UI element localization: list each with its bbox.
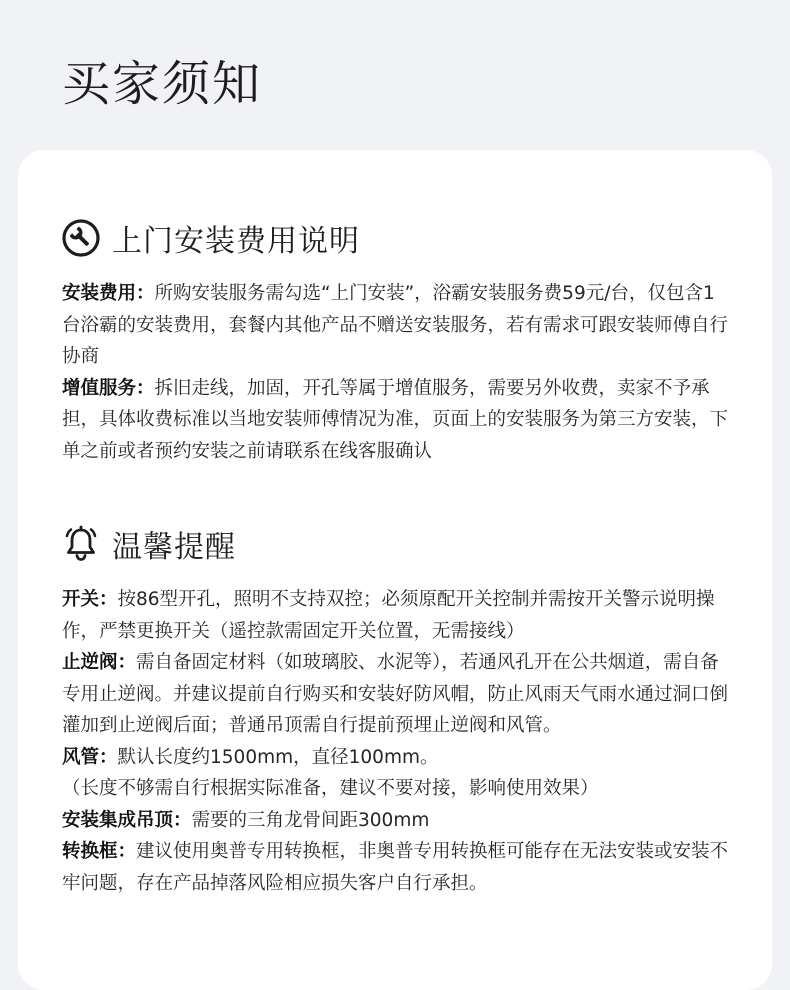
switch-text: 按86型开孔，照明不支持双控；必须原配开关控制并需按开关警示说明操作，严禁更换开关（遥控款需固定开关位置，无需接线） [62, 589, 715, 642]
check-valve-paragraph [62, 647, 732, 742]
notice-card [18, 150, 772, 990]
ceiling-paragraph [62, 805, 732, 837]
value-added-paragraph [62, 373, 732, 468]
switch-paragraph [62, 584, 732, 647]
check-valve-label: 止逆阀： [62, 652, 137, 673]
install-fee-paragraph [62, 278, 732, 373]
install-fee-label: 安装费用： [62, 283, 155, 304]
switch-label: 开关： [62, 589, 118, 610]
section-header [62, 214, 732, 262]
duct-note-text: （长度不够需自行根据实际准备，建议不要对接，影响使用效果） [62, 778, 599, 799]
ceiling-label: 安装集成吊顶： [62, 809, 192, 831]
adapter-frame-paragraph [62, 836, 732, 899]
section-header [62, 520, 732, 568]
ceiling-text: 需要的三角龙骨间距300mm [191, 809, 430, 831]
installation-fee-section [62, 214, 732, 467]
section-title: 温馨提醒 [112, 530, 236, 565]
adapter-frame-label: 转换框： [62, 841, 137, 862]
check-valve-text: 需自备固定材料（如玻璃胶、水泥等），若通风孔开在公共烟道，需自备专用止逆阀。并建议提前自行购买和安装好防风帽，防止风雨天气雨水通过洞口倒灌加到止逆阀后面；普通吊顶需自行提前预埋止逆阀和风管。 [62, 652, 729, 736]
value-added-text: 拆旧走线，加固，开孔等属于增值服务，需要另外收费，卖家不予承担，具体收费标准以当地安装师傅情况为准，页面上的安装服务为第三方安装，下单之前或者预约安装之前请联系在线客服确认 [62, 377, 729, 462]
duct-note-paragraph [62, 773, 732, 805]
wrench-icon [62, 219, 100, 257]
duct-text: 默认长度约1500mm，直径100mm。 [117, 746, 439, 768]
bell-icon [62, 525, 100, 563]
value-added-label: 增值服务： [62, 377, 155, 399]
page-title: 买家须知 [62, 56, 263, 112]
install-fee-text: 所购安装服务需勾选“上门安装”，浴霸安装服务费59元/台，仅包含1台浴霸的安装费用，套餐内其他产品不赠送安装服务，若有需求可跟安装师傅自行协商 [62, 283, 729, 367]
section-title: 上门安装费用说明 [112, 224, 360, 259]
duct-label: 风管： [62, 746, 118, 768]
reminder-section [62, 520, 732, 899]
adapter-frame-text: 建议使用奥普专用转换框，非奥普专用转换框可能存在无法安装或安装不牢问题，存在产品掉落风险相应损失客户自行承担。 [62, 841, 729, 894]
duct-paragraph [62, 742, 732, 774]
